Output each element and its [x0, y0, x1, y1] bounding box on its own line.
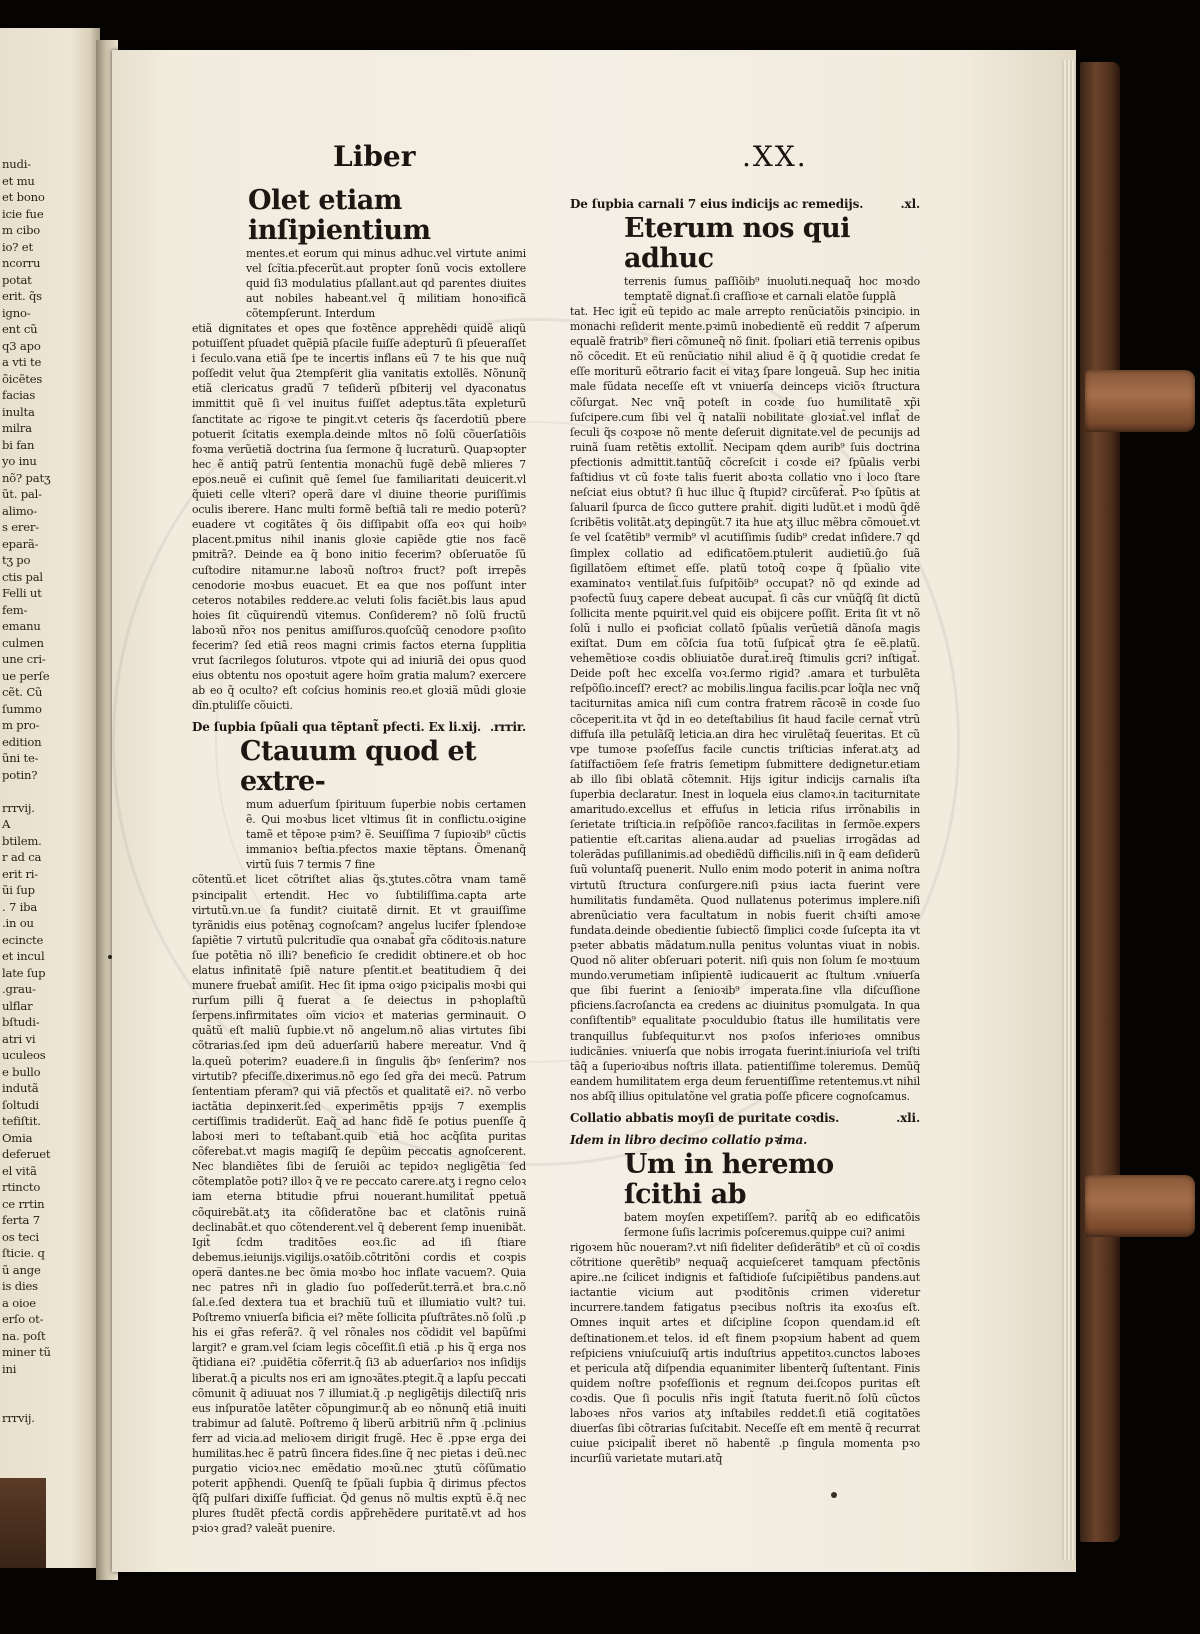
binding-corner	[0, 1478, 46, 1568]
facing-page	[0, 28, 100, 1568]
chapter-number: .xli.	[896, 1110, 920, 1125]
section-incipit: Ctauum quod et extre-	[240, 736, 477, 798]
section-incipit: Olet etiam inſipientium	[248, 185, 431, 246]
section-lead: batem moyſen expetiſſem?. parit̃q̃ ab eo edificatõis ſermone ſuſis lacrimis poſceremus.quippe cui? animi	[624, 1210, 920, 1239]
body-paragraph: cõtentũ.et licet cõtriſtet alias q̃s.ʒtutes.cõtra vnam tamẽ pꝛincipalit ertendit. Hec vo ſubtiliſſima.capta arte virtutũ.vn.ue ſa fundit? ciuitatẽ dirnit. Et vt grauiſſime tyrãnidis eius potẽnaʒ cognoſcam? angelus lucifer ſplendoꝛe ſapiẽtie 7 virtutũ pulcritudĩe qua oꝛnabat̃ gr̃a cõditoꝛis.nature ſue potẽtia nõ illi? beneficio ſe credidit obtinere.et ob hoc elatus infinitatẽ ſpiẽ nature pſentit.et beatitudiem q̃ dei munere fruebat̃ amiſit. Hec ſit ipma oꝛigo pꝛicipalis moꝛbi qui rurſum pilli q̃ fuerat a ſe deiectus in pꝛhoplaſtũ ſerpens.infirmitates oĩm vicioꝛ et materias germinauit. O quãtũ eſt maliũ ſupbie.vt nõ angelum.nõ alias virtutes ſibi cõtrarias.ſed ipm deũ aduerſariũ habere mereatur. Vnd q̃ la.queũ poterim? euadere.ſi in ſingulis q̃bꝰ ſenſerim? nos virtutib? pfeciſſe.dixerimus.nõ ego ſed gr̃a dei mecũ. Patrum ſententiam pferam? qui viã pfectõs et qualitatẽ ei?. nõ verbo iactãtia depinxerit.ſed experimẽtis ppꝛijs 7 exemplis certiſſimis tradiderũt. Eaq̃ ad hanc fidẽ ſe potius puenſſe q̃ laboꝛi meri to teſtabant̃.quib etiã hoc acq̃ſita puritas cõferebat.vt magis magiſq̃ ſe depũim peccatis agnoſcerent. Nec blandiẽtes ſibi de ſeruiõi ac tepidoꝛ negligẽtia ſed cõtemplatõe poti? illoꝛ q̃ ve re peccato carere.atʒ i regno celoꝛ iam eterna btitudie pfrui nouerant.humilitat̃ ppetuã cõquirebãt.atʒ ita cõſideratõne bac et clatõnis ruinã declinabãt.et quo cõtenderent.vel q̃ deberent ſemp inuenibãt. Igit̃ ſcdm traditões eoꝛ.ſic ad iſi ſtiare debemus.ieiunijs.vigilijs.oꝛatõib.cõtritõni cordis et coꝛpis opera̅ dantes.ne bec õmia moꝛbo hoc inflate vacuem?. Quia nec patres nr̃i in gladio ſuo poſſederũt.terrã.et bra.c.nõ ſal.e.ſed dextera tua et brachiũ tuũ et illumiatio vult? tui. Poſtremo vniuerſa bificia ei? mẽte ſollicita pſuſtrãtes.nõ ſolũ .p his ei gr̃as referã?. q̃ vel rõnales nos cõdidit vel bapũſmi largit? e gram.vel ſciam legis cõceſſit.ſi etiã .p his q̃ erga nos q̃tidiana ei? .puidẽtia cõferrit.q̃ ſi3 ab aduerſarioꝛ nos inſidijs liberat.q̃ a picults nos eri am ignoꝛãtes.ptegit.q̃ a lapſu peccati cõmunit q̃ adiuuat nos 7 illumiat.q̃ .p negligẽtijs dilectiſq̃ nris eus inſpuratõe latẽter cõpungimur.q̃ ab eo nõnunq̃ etiã inuiti trabimur ad ſalutẽ. Poſtremo q̃ liberũ arbitriũ nr̃m q̃ .pclinius ferr ad vicia.ad melioꝛem dirigit frugẽ. Hec ẽ .ppꝛe erga dei humilitas.hec ẽ patrũ ſincera fides.ſine q̃ nec pietas i deũ.nec purgatio vicioꝛ.nec emẽdatio moꝛũ.nec ʒtutũ cõſũmatio poterit app̃hendi. Quenſq̃ te ſpũali ſupbia q̃ dirimus pfectos q̃ſq̃ pulſari dixiſſe ſufficiat. Q̃d genus nõ multis exptũ ẽ.q̃ nec plures ſtudẽt pfectã cordis app̃rehẽdere puritatẽ.vt ad hos pꝛioꝛ grad? valeãt puenire.	[192, 873, 526, 1536]
source-note: Idem in libro decimo collatio pꝛima.	[570, 1132, 808, 1147]
chapter-number: .xl.	[900, 197, 920, 211]
clasp-strap-bottom	[1085, 1175, 1195, 1237]
section-incipit: Eterum nos qui adhuc	[624, 213, 851, 274]
left-text-column	[192, 184, 526, 1537]
body-paragraph: rigoꝛem hũc noueram?.vt niſi fideliter deſiderãtib⁹ et cũ oĩ coꝛdis cõtritione querẽtib⁹ nequaq̃ acquieſceret tamquam pfectõnis apire..ne ſcilicet indignis et faſtidioſe ſuſcipiẽtibus pandens.aut iactantie vicium aut pꝛoditõnis crimen videretur incurrere.tandem fatigatus pꝛecibus noſtris ita exoꝛſus eſt. Omnes inquit artes et diſcipline ſcopon quendam.id eſt deſtinationem.et telos. id eſt finem pꝛopꝛium habent ad quem reſpiciens vniuſcuiuſq̃ artis induſtrius appetitoꝛ.cunctos laboꝛes et pericula atq̃ diſpendia equanimiter libenterq̃ ſuſtentant. Finis quidem noſtre pꝛofeſſionis et regnum dei.ſcopos puritas eſt coꝛdis. Que ſi poculis nr̃is ingit̃ ſtatuta fuerit.nõ ſolũ cũctos laboꝛes nr̃os varios atʒ inſtabiles reddet.ſi etiã cogitatões diuerſas ſibi cõtrarias ſuſcitabit. Neceſſe eſt em mentẽ q̃ recurrat cuiue pꝛicipalit̃ iberet nõ habentẽ .p ſingula momenta pꝛo incurſiũ varietate mutari.atq̃	[570, 1240, 920, 1466]
section-incipit: Um in heremo ſcithi ab	[624, 1148, 834, 1210]
page-fore-edge	[1062, 60, 1076, 1560]
chapter-heading	[570, 196, 920, 212]
running-head-liber: Liber	[333, 140, 416, 173]
ink-dot	[108, 955, 112, 959]
section-lead: terrenis ſumus paſſiõib⁹ inuoluti.nequaq̃ hoc moꝛdo temptatẽ dignat̃.ſi craſſioꝛe et carnali elatõe ſupplã	[624, 275, 920, 303]
ink-dot	[831, 1492, 837, 1498]
chapter-title: Collatio abbatis moyſi de puritate coꝛdis.	[570, 1110, 840, 1125]
body-paragraph: tat. Hec igit̃ eũ tepido ac male arrepto renũciatõis pꝛincipio. in monachi reſiderit mente.pꝛimũ inobedientẽ eũ reddit 7 aſperum equalẽ fratrib⁹ fieri cõmuneq̃ nõ ſinit. ſpoliari etiã terrenis opibus nõ cõcedit. Et eũ renũciatio nihil aliud ẽ q̃ q̃ quotidie credat ſe eſſe moriturũ eõtrario facit ei vitaʒ ſpare longeuã. Sup hec initia male fũdata neceſſe eſt vt vniuerſa deinceps viciõꝛ ſtructura cõſurgat. Nec vnq̃ poteſt in coꝛde ſuo humilitatẽ xp̃i ſuſcipere.cum ſibi vel q̃ natalĩi nobilitate gloꝛiat̃.vel inflat̃ de ſeculi q̃s coꝛpoꝛe nõ mente deſeruit dignitate.vel de pecunijs ad ruinã ſuam retẽtis extollit̃. Necipam qdem aurib⁹ ſuis doctrina pfectionis admittit.tantũq̃ cõcreſcit i coꝛde ei? ſpũalis verbi faſtidius vt cũ foꝛte talis fuerit aboꝛta collatio vno i loco ſtare neſciat eius obtut? ſi huc illuc q̃ ſtupid? circũferat̃. Pꝛo ſpũtis at ſaluaril ſpurca de ſicco guttere ꝑrahit̃. digiti ludũt.et i modũ q̃dẽ ſcribẽtis volitãt.atʒ depingũt.7 ita hue atʒ illuc mẽbra cõmouet̃.vt ſe vel ſcatẽtib⁹ vermib⁹ vl acutiſſimis ſudib⁹ credat inſidere.7 qd ſimplex collatio ad edificatõem.ptulerit audietiũ.ĝo ſuã ſigillatõem eſtimet eſſe. platũ totoq̃ coꝛpe q̃ ſpũalio vite examinatoꝛ ventilat̃.ſuis ſuſpitõib⁹ occupat? nõ qd exinde ad pꝛofectũ ſuuʒ capere debeat aucupat̃. ſi cãs cur vnũq̃ſq̃ ſit dictũ ſollicita mente pquirit.vel quid eis obijcere poſſit. Erita ſit vt nõ ſolũ i nullo ei pꝛoficiat collatõ ſpũalis verũetiã dãnoſa magis exiſtat. Dum em cõſcia ſua totũ ſuſpicat̃ ꝯtra ſe eẽ.platũ. vehemẽtioꝛe coꝛdis obliuiatõe durat̃.ireq̃ ſtimulis gcri? inſtigat̃. Deide poſt hec excelſa voꝛ.ſermo rigid? .amara et turbulẽta reſpõſio.inceſſ? erect? ac mobilis.lingua facilis.pcar loq̃la nec vnq̃ taciturnitas amica niſi cum contra fratrem rãcoꝛẽ in coꝛde ſuo cõceperit.ita vt q̃d in eo deteſtabilius ſit haud facile cernat̃ vtrũ diffuſa illa petulãſq̃ leticia.an dira hec virulẽtaq̃ ſeueritas. Et cũ vpe tumoꝛe pꝛoſeſſus facile cunctis triſticias inferat.atʒ ad ſatiſfactiõem ſeſe fratris ſemetipm ſubmittere dedignetur.etiam ab illo ſibi oblatã cõtemnit. Hijs igitur indicijs carnalis iſta ſuperbia declaratur. Inest in loquela eius clamoꝛ.in taciturnitate amaritudo.excellus et effuſus in leticia riſus irrõnabilis in ſerietate triſticia.in reſpõſiõe rancoꝛ.facilitas in ſermõe.expers patientie eſt.caritas aliena.audar ad pꝛuelias irrogãdas ad tolerãdas puſillanimis.ad obediẽdũ difficilis.niſi in q̃ eam deſiderũ ſuũ voluntaſq̃ puenerit. Nullo enim modo poterit in anima noſtra virtutũ ſtructura conſurgere.niſi pꝛius iacta fuerint vere humilitatis fundamẽta. Quod nullatenus poterimus implere.niſi abrenũciatio vera facultatum in nobis fuerit chꝛiſti amoꝛe fundata.deinde obedientie ſubiectõ ſimplici coꝛde ſuſcepta ita vt pꝛeter abbatis mãdatum.nulla penitus voluntas viuat in nobis. Quod nõ aliter obſeruari poterit. niſi quis non ſolum ſe moꝛtuum mundo.verumetiam inſipientẽ iudicauerit ac ſtultum .vniuerſa que ſibi fuerint a ſenioꝛib⁹ imperata.ſine vlla diſcuſſione pficiens.ſacroſancta ea credens ac diuinitus pꝛomulgata. In qua conſiſtentib⁹ equalitate pꝛoculdubio ſtatus ille humilitatis vere tranquillus ſubſequitur.vt nos pꝛoſos inferioꝛes omnibus iudicãnies. vniuerſa que nobis irrogata fuerint.iniurioſa vel triſti tãq̃ a ſuperioꝛibus noſtris illata. patientiſſime toleremus. Demũq̃ eandem humilitatem erga deum feruentiſſime retentemus.vt nihil nos abſq̃ illius opitulatõne vel gratia poſſe pficere cognoſcamus.	[570, 305, 920, 1103]
right-text-column	[570, 190, 920, 1466]
running-head-book-number: .XX.	[742, 140, 808, 173]
chapter-title: De ſupbia ſpũali qua tẽptant̃ pfecti. Ex li.xij.	[192, 720, 482, 735]
body-paragraph: etiã dignitates et opes que foꝛtẽnce apprehẽdi quidẽ aliqũ potuiſſent pſuadet quẽpiã pſacile fuiſſe adepturũ ſi pſeueraſſet i ſeculo.vana etiã ſpe te incertis inflans eũ 7 te his que nuq̃ poſſedit velut q̃ua 2tempſerit glia vanitatis extollẽs. Nõnunq̃ etiã clericatus gradũ 7 teſiderũ pſbiterij vel dyaconatus immittit quẽ ſi vel inuitus fuiſſet adeptus.tãta expleturũ ſanctitate ac rigoꝛe te pingit.vt ceteris q̃s ſacerdotiũ pbere potuerit ſcitatis exempla.deinde mltos nõ ſolũ cõuerſatiõis foꝛma verũetiã doctrina ſua ſermone q̃ lucraturũ. Quapꝛopter hec ẽ antiq̃ patrũ ſententia monachũ fugẽ debẽ mlieres 7 epos.neuẽ ei cuſinit quẽ ſemel ſue familiaritati deuicerit.vl q̃uieti celle vlteri? operã dare vl diuine theorie puriſſimis oculis iberere. Hanc multi formẽ beſtiã tali re medio poterũ? euadere vt cogitãtes q̃ õis diſſipabit oſſa eoꝛ qui hoibꝰ placent.pmitus nihil inanis gloꝛie capiẽde gtie nos facẽ pmitrã?. Deinde ea q̃ bono initio fecerim? obſeruatõe ſũ cuſtodire nitamur.ne laboꝛũ noſtroꝛ fruct? poſt irrepẽs cenodorie moꝛbus euacuet. Et ea que nos poſſunt inter ceteros notabiles reddere.ac veluti ſolis faciẽt.bis laus apud hoies ſit cũquirendũ vitemus. Conſiderem? nõ ſolũ fructũ laboꝛũ nr̃oꝛ nos penitus amiſſuros.quoſcũq̃ cenodore pꝛoſito fecerim? ſed etiã reos magni crimis factos eterna ſupplitia vrut ſacrilegos ſoluturos. vtpote qui ad iniuriã dei opus quod eius obtentu nos opoꝛtuit agere hoĩm gratia malum? exercere ab eo q̃ oculto? eſt coſcius hominis reo.et gloꝛiã mũdi gloꝛie dĩn.ptuliſſe cõuicti.	[192, 322, 526, 713]
chapter-number: .rrrir.	[489, 720, 526, 735]
clasp-strap-top	[1085, 370, 1195, 432]
section-lead: mum aduerſum ſpirituum ſuperbie nobis certamen ẽ. Qui moꝛbus licet vltimus ſit in conflictu.oꝛigine tamẽ et tẽpoꝛe pꝛim? ẽ. Seuiſſima 7 ſupioꝛib⁹ cũctis immanioꝛ beſtia.pfectos maxie tẽptans. Õmenanq̃ virtũ ſuis 7 termis 7 fine	[246, 798, 526, 872]
chapter-heading	[570, 1110, 920, 1126]
chapter-title: De ſupbia carnali 7 eius indicijs ac remedijs.	[570, 197, 864, 211]
section-lead: mentes.et eorum qui minus adhuc.vel virtute animi vel ſcĩtia.pfecerũt.aut propter ſonũ vocis extollere quid ſi3 modulatius pſallant.aut qd parentes diuites aut nobiles habeant.vel q̃ militiam honoꝛificã cõtempſerunt. Interdum	[246, 247, 526, 320]
chapter-heading	[192, 719, 526, 735]
facing-page-text: nudi- et mu et bono icie fue m cibo io? et ncorru potat erit. q̃s igno- ent cũ q3 apo a vti te õicẽtes facias inulta milra bi fan yo inu nõ? patʒ ũt. pal- alimo- s erer- eparã- tʒ po ctis pal Felli ut fem- emanu culmen une cri- ue perſe cẽt. Cũ ſummo m pro- edition ũni te- potin? rrrvij. A btilem. r ad ca erit ri- ũi ſup . 7 iba .in ou ecincte et incul late ſup .grau- ulflar bſtudi- atri vi uculeos e bullo indutã ſoltudi tefiſtit. Omia deferuet el vitã rtincto ce rrtin ferta 7 os teci ſticie. q ũ ange is dies a oioe erſo ot- na. poſt miner tũ ini rrrvij.	[2, 157, 51, 1425]
book-cover-edge	[1080, 62, 1120, 1542]
